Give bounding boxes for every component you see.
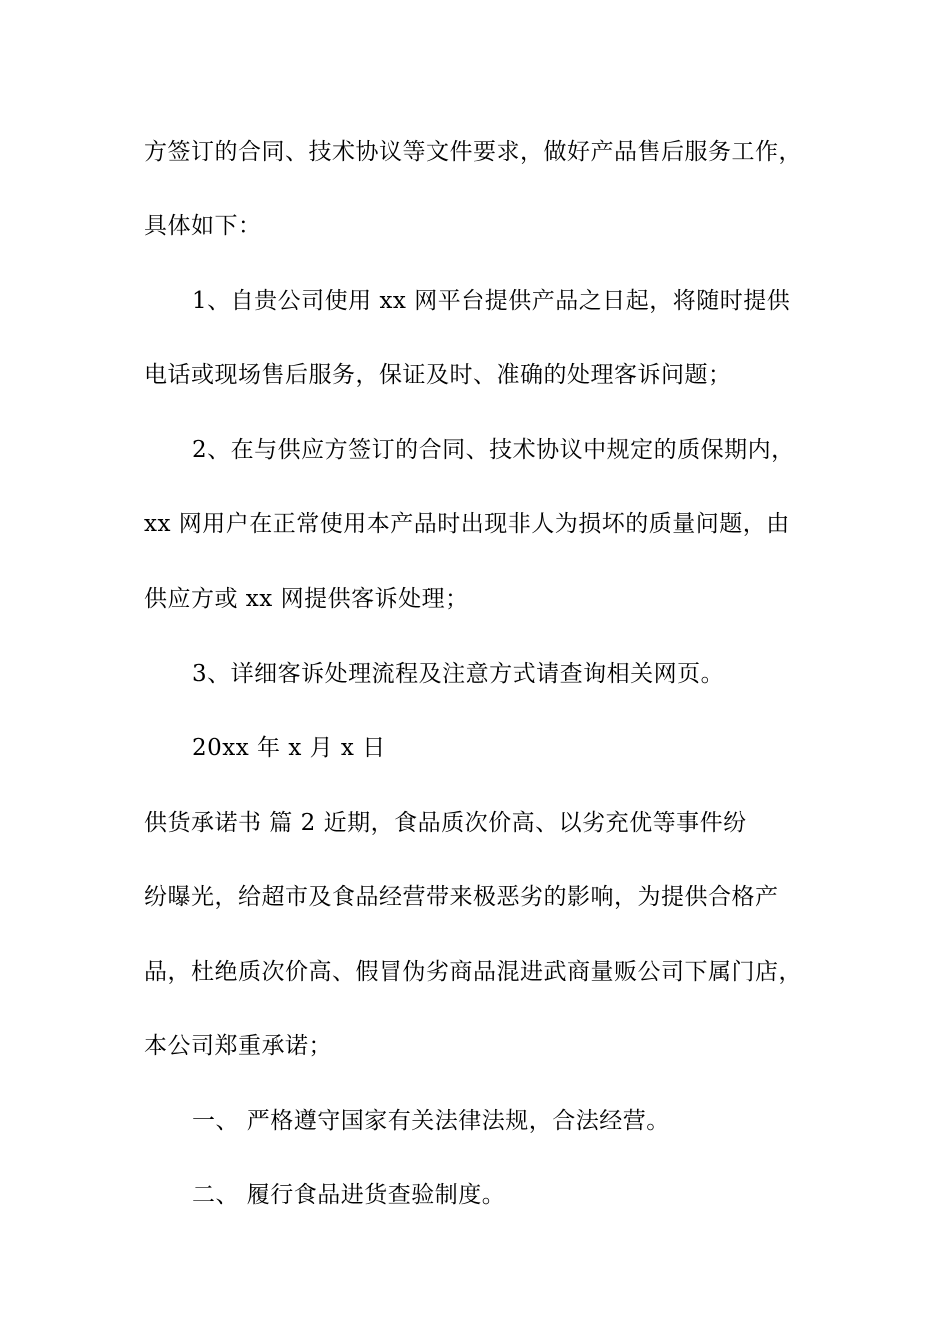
text-line-8: 3、详细客诉处理流程及注意方式请查询相关网页。 [192, 661, 725, 687]
text-line-2: 具体如下： [144, 213, 262, 239]
text-line-4: 电话或现场售后服务，保证及时、准确的处理客诉问题； [144, 362, 732, 388]
text-line-5: 2、在与供应方签订的合同、技术协议中规定的质保期内， [192, 437, 795, 463]
text-line-3: 1、自贵公司使用 xx 网平台提供产品之日起，将随时提供 [192, 288, 791, 314]
text-line-1: 方签订的合同、技术协议等文件要求，做好产品售后服务工作， [144, 139, 802, 165]
text-line-13: 本公司郑重承诺； [144, 1033, 332, 1059]
text-line-7: 供应方或 xx 网提供客诉处理； [144, 586, 469, 612]
text-line-12: 品，杜绝质次价高、假冒伪劣商品混进武商量贩公司下属门店， [144, 959, 802, 985]
date-line: 20xx 年 x 月 x 日 [192, 735, 386, 761]
text-line-11: 纷曝光，给超市及食品经营带来极恶劣的影响，为提供合格产 [144, 884, 779, 910]
commitment-item-2: 二、 履行食品进货查验制度。 [192, 1182, 506, 1208]
commitment-item-1: 一、 严格遵守国家有关法律法规，合法经营。 [192, 1108, 670, 1134]
section-heading-line: 供货承诺书 篇 2 近期，食品质次价高、以劣充优等事件纷 [144, 810, 747, 836]
text-line-6: xx 网用户在正常使用本产品时出现非人为损坏的质量问题，由 [144, 511, 790, 537]
